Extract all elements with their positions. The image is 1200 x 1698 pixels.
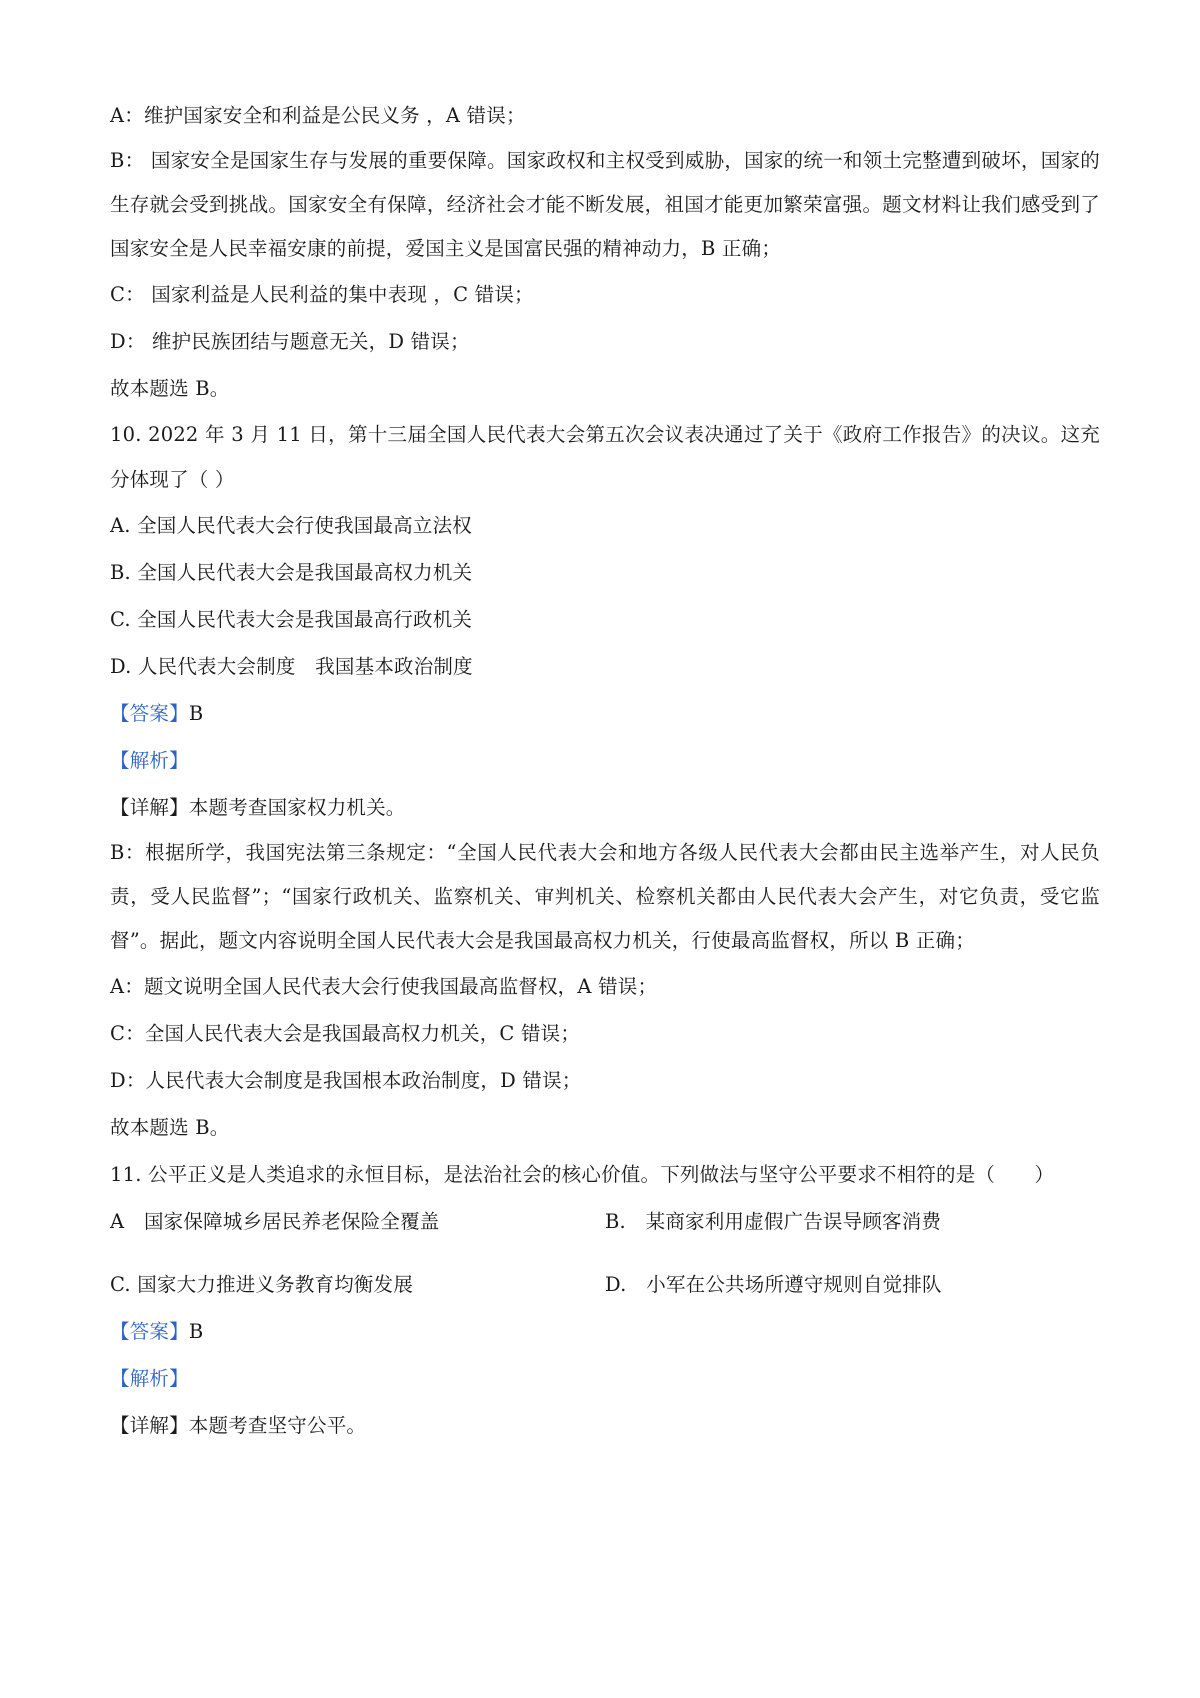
q11-stem: 11. 公平正义是人类追求的永恒目标，是法治社会的核心价值。下列做法与坚守公平要求不相符的是（ ） xyxy=(110,1163,1055,1186)
q10-conclusion: 故本题选 B。 xyxy=(110,1116,230,1139)
q11-option-a: A 国家保障城乡居民养老保险全覆盖 xyxy=(110,1210,440,1233)
q10-option-a: A. 全国人民代表大会行使我国最高立法权 xyxy=(110,514,472,537)
q11-option-b: B. 某商家利用虚假广告误导顾客消费 xyxy=(605,1210,942,1233)
q10-answer xyxy=(110,690,1100,737)
q9-conclusion: 故本题选 B。 xyxy=(110,377,230,400)
q10-detail: 【详解】本题考查国家权力机关。 xyxy=(110,796,406,819)
q9-option-c-analysis: C： 国家利益是人民利益的集中表现 ，C 错误； xyxy=(110,283,534,306)
q10-option-a-analysis: A：题文说明全国人民代表大会行使我国最高监督权，A 错误； xyxy=(110,975,658,998)
analysis-tag: 【解析】 xyxy=(110,749,189,772)
answer-value: B xyxy=(188,1320,204,1343)
q10-option-b-analysis: B：根据所学，我国宪法第三条规定：“全国人民代表大会和地方各级人民代表大会都由民主选举产生，对人民负责，受人民监督”；“国家行政机关、监察机关、审判机关、检察机关都由人民代表大会产生，对它负责，受它监督”。据此，题文内容说明全国人民代表大会是我国最高权力机关，行使最高监督权，所以 B 正确； xyxy=(110,841,1100,952)
q10-option-b: B. 全国人民代表大会是我国最高权力机关 xyxy=(110,561,473,584)
q11-detail: 【详解】本题考查坚守公平。 xyxy=(110,1414,367,1437)
answer-tag: 【答案】 xyxy=(110,1320,189,1343)
q10-option-c: C. 全国人民代表大会是我国最高行政机关 xyxy=(110,608,473,631)
q9-option-d-analysis: D： 维护民族团结与题意无关，D 错误； xyxy=(110,330,470,353)
q10-option-c-analysis: C：全国人民代表大会是我国最高权力机关，C 错误； xyxy=(110,1022,581,1045)
q11-options xyxy=(110,1198,1100,1308)
q9-option-b-analysis: B： 国家安全是国家生存与发展的重要保障。国家政权和主权受到威胁，国家的统一和领土完整遭到破坏，国家的生存就会受到挑战。国家安全有保障，经济社会才能不断发展，祖国才能更加繁荣富强。题文材料让我们感受到了国家安全是人民幸福安康的前提，爱国主义是国富民强的精神动力，B 正确； xyxy=(110,149,1100,260)
q11-analysis-heading xyxy=(110,1355,1100,1402)
q11-answer xyxy=(110,1308,1100,1355)
q10-option-d-analysis: D：人民代表大会制度是我国根本政治制度，D 错误； xyxy=(110,1069,582,1092)
q10-option-d: D. 人民代表大会制度 我国基本政治制度 xyxy=(110,655,473,678)
analysis-tag: 【解析】 xyxy=(110,1367,189,1390)
q9-option-a-analysis: A：维护国家安全和利益是公民义务 ，A 错误； xyxy=(110,104,526,127)
answer-tag: 【答案】 xyxy=(110,702,189,725)
q10-stem: 10. 2022 年 3 月 11 日，第十三届全国人民代表大会第五次会议表决通过了关于《政府工作报告》的决议。这充分体现了（ ） xyxy=(110,423,1100,491)
document-page xyxy=(110,92,1100,1449)
answer-value: B xyxy=(188,702,204,725)
q10-analysis-heading xyxy=(110,737,1100,784)
q11-option-d: D. 小军在公共场所遵守规则自觉排队 xyxy=(605,1273,942,1296)
q11-option-c: C. 国家大力推进义务教育均衡发展 xyxy=(110,1273,414,1296)
